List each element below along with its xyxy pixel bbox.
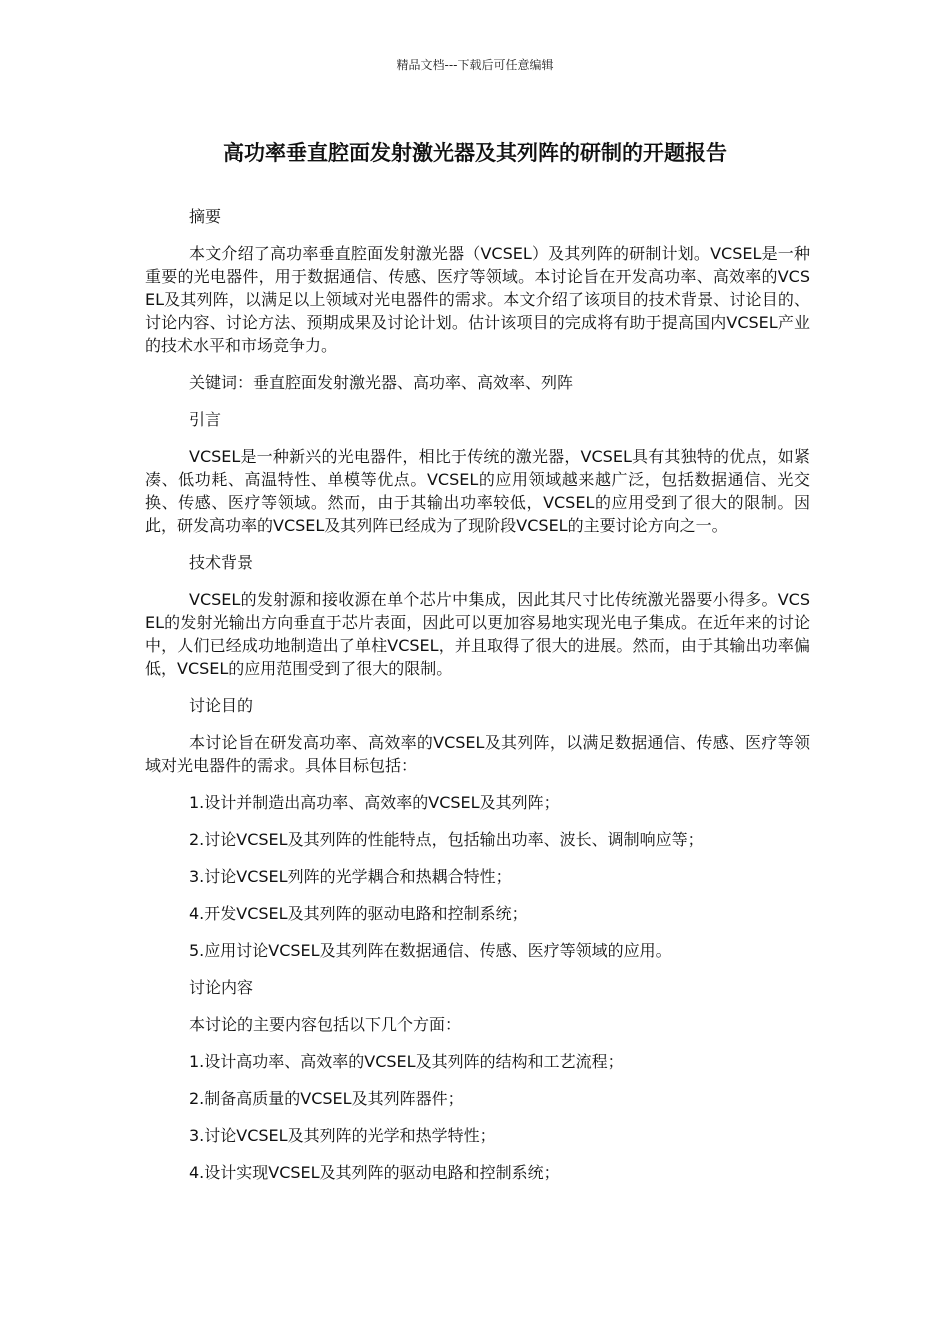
intro-heading: 引言 <box>189 410 222 429</box>
purpose-list-item: 1.设计并制造出高功率、高效率的VCSEL及其列阵； <box>189 793 560 812</box>
purpose-list-item: 2.讨论VCSEL及其列阵的性能特点，包括输出功率、波长、调制响应等； <box>189 830 704 849</box>
background-paragraph: VCSEL的发射源和接收源在单个芯片中集成，因此其尺寸比传统激光器要小得多。VCSEL的发射光输出方向垂直于芯片表面，因此可以更加容易地实现光电子集成。在近年来的讨论中，人们已经成功地制造出了单柱VCSEL，并且取得了很大的进展。然而，由于其输出功率偏低，VCSEL的应用范围受到了很大的限制。 <box>145 590 810 678</box>
content-list-item: 2.制备高质量的VCSEL及其列阵器件； <box>189 1089 464 1108</box>
purpose-heading: 讨论目的 <box>189 696 254 715</box>
content-list-item: 3.讨论VCSEL及其列阵的光学和热学特性； <box>189 1126 496 1145</box>
document-title: 高功率垂直腔面发射激光器及其列阵的研制的开题报告 <box>223 141 727 165</box>
purpose-paragraph: 本讨论旨在研发高功率、高效率的VCSEL及其列阵，以满足数据通信、传感、医疗等领域对光电器件的需求。具体目标包括： <box>145 733 810 775</box>
content-intro: 本讨论的主要内容包括以下几个方面： <box>189 1015 462 1034</box>
purpose-list-item: 3.讨论VCSEL列阵的光学耦合和热耦合特性； <box>189 867 512 886</box>
purpose-list-item: 5.应用讨论VCSEL及其列阵在数据通信、传感、医疗等领域的应用。 <box>189 941 672 960</box>
document-body <box>145 205 810 1198</box>
keywords-line: 关键词：垂直腔面发射激光器、高功率、高效率、列阵 <box>189 373 574 392</box>
abstract-heading: 摘要 <box>189 207 222 226</box>
content-list-item: 4.设计实现VCSEL及其列阵的驱动电路和控制系统； <box>189 1163 560 1182</box>
background-heading: 技术背景 <box>189 553 254 572</box>
content-heading: 讨论内容 <box>189 978 254 997</box>
content-list-item: 1.设计高功率、高效率的VCSEL及其列阵的结构和工艺流程； <box>189 1052 624 1071</box>
purpose-list-item: 4.开发VCSEL及其列阵的驱动电路和控制系统； <box>189 904 528 923</box>
intro-paragraph: VCSEL是一种新兴的光电器件，相比于传统的激光器，VCSEL具有其独特的优点，如紧凑、低功耗、高温特性、单模等优点。VCSEL的应用领域越来越广泛，包括数据通信、光交换、传感、医疗等领域。然而，由于其输出功率较低，VCSEL的应用受到了很大的限制。因此，研发高功率的VCSEL及其列阵已经成为了现阶段VCSEL的主要讨论方向之一。 <box>145 447 810 535</box>
page-header-watermark: 精品文档---下载后可任意编辑 <box>396 58 554 72</box>
abstract-paragraph: 本文介绍了高功率垂直腔面发射激光器（VCSEL）及其列阵的研制计划。VCSEL是一种重要的光电器件，用于数据通信、传感、医疗等领域。本讨论旨在开发高功率、高效率的VCSEL及其列阵，以满足以上领域对光电器件的需求。本文介绍了该项目的技术背景、讨论目的、讨论内容、讨论方法、预期成果及讨论计划。估计该项目的完成将有助于提高国内VCSEL产业的技术水平和市场竞争力。 <box>145 244 810 355</box>
